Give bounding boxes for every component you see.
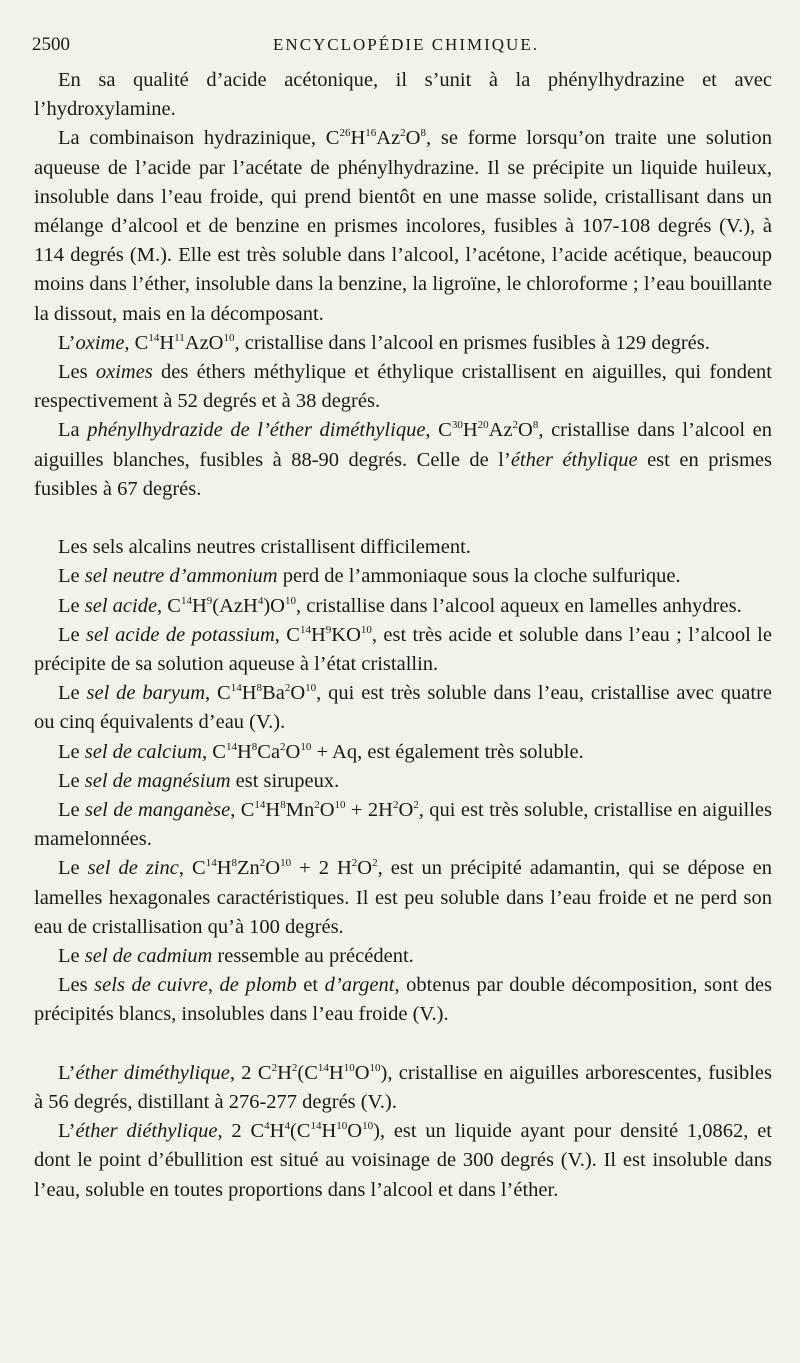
- text-run: et: [296, 974, 325, 997]
- text-run: , C: [202, 740, 226, 763]
- text-run: , se forme lorsqu’on traite une solution aqueuse de l’acide par l’acétate de phénylhydrazine. Il se précipite un liquide huileux, insoluble dans l’eau froide, qui prend bientôt en une masse solide, cristallisant dans un mélange d’alcool et de benzine en prismes incolores, fusibles à 107-108 degrés (V.), à 114 degrés (M.). Elle est très soluble dans l’alcool, l’acétone, l’acide acétique, beaucoup moins dans l’éther, insoluble dans la benzine, la ligroïne, le chloroforme ; l’eau bouillante la dissout, mais en la décomposant.: [34, 127, 772, 325]
- text-run: L’: [58, 331, 76, 354]
- text-run: O: [354, 1061, 370, 1084]
- text-run: est en prismes fusibles à 67 degrés.: [34, 448, 772, 500]
- superscript: 8: [532, 419, 539, 432]
- text-run: H: [269, 1120, 285, 1143]
- italic-term: de plomb: [219, 974, 297, 997]
- text-run: Les: [58, 974, 95, 997]
- page-header: [32, 34, 780, 56]
- text-run: O: [357, 857, 373, 880]
- text-run: H: [216, 857, 232, 880]
- text-run: Le: [58, 857, 88, 880]
- superscript: 2: [400, 127, 406, 140]
- text-run: Zn: [237, 857, 260, 880]
- superscript: 14: [148, 332, 160, 344]
- paragraph: [34, 329, 772, 358]
- text-run: H: [241, 682, 257, 705]
- paragraph: [34, 942, 772, 971]
- text-run: La combinaison hydrazinique, C: [58, 127, 340, 150]
- superscript: 9: [206, 594, 213, 607]
- paragraph: [34, 592, 772, 621]
- text-run: ), cristallise en aiguilles arborescentes, fusibles à 56 degrés, distillant à 276-277 degrés (V.).: [34, 1061, 772, 1114]
- superscript: 30: [451, 419, 463, 432]
- text-run: Le: [58, 740, 85, 763]
- text-run: L’: [58, 1061, 76, 1084]
- superscript: 14: [180, 594, 192, 607]
- italic-term: sel de magnésium: [84, 769, 231, 792]
- text-run: AzO: [184, 331, 224, 354]
- superscript: 2: [351, 857, 358, 870]
- superscript: 10: [362, 1120, 374, 1133]
- italic-term: éther diméthylique: [75, 1061, 230, 1084]
- text-run: Le: [58, 565, 85, 588]
- superscript: 2: [271, 1062, 278, 1075]
- paragraph: [34, 1059, 772, 1117]
- superscript: 2: [314, 799, 320, 812]
- text-run: , C: [274, 623, 300, 646]
- text-run: H: [191, 594, 207, 617]
- text-run: est sirupeux.: [230, 769, 340, 792]
- text-run: O: [319, 799, 335, 822]
- text-run: O: [347, 1120, 363, 1143]
- text-run: En sa qualité d’acide acétonique, il s’unit à la phénylhydrazine et avec l’hydroxylamine.: [34, 69, 772, 121]
- text-run: , qui est très soluble dans l’eau, cristallise avec quatre ou cinq équivalents d’eau (V.).: [34, 682, 772, 734]
- text-run: , C: [230, 799, 255, 822]
- text-run: Mn: [285, 799, 315, 822]
- superscript: 10: [280, 857, 292, 870]
- text-run: H: [321, 1120, 337, 1143]
- text-run: Az: [376, 127, 401, 150]
- text-run: , C: [178, 857, 206, 880]
- superscript: 10: [300, 740, 312, 753]
- superscript: 2: [291, 1062, 298, 1075]
- superscript: 2: [392, 799, 399, 812]
- superscript: 8: [280, 799, 286, 812]
- italic-term: sel acide de potassium: [86, 623, 275, 646]
- text-run: Ca: [257, 740, 281, 763]
- text-run: Les: [58, 361, 96, 384]
- text-run: H: [159, 331, 175, 354]
- text-run: , qui est très soluble, cristallise en aiguilles mamelonnées.: [34, 799, 772, 851]
- text-run: O: [405, 127, 421, 150]
- text-run: (AzH: [212, 594, 258, 617]
- italic-term: sel de cadmium: [84, 945, 213, 968]
- superscript: 10: [223, 332, 235, 344]
- italic-term: sel de manganèse: [85, 799, 231, 822]
- text-run: H: [328, 1061, 344, 1084]
- text-run: perd de l’ammoniaque sous la cloche sulfurique.: [277, 565, 681, 588]
- paragraph: [34, 971, 772, 1029]
- paragraph: [34, 621, 772, 679]
- italic-term: sel acide: [84, 594, 158, 617]
- text-run: H: [310, 623, 326, 646]
- superscript: 11: [174, 332, 185, 344]
- text-run: Le: [58, 682, 87, 705]
- italic-term: sels de cuivre: [94, 974, 208, 997]
- running-title: ENCYCLOPÉDIE CHIMIQUE.: [273, 35, 539, 54]
- text-run: , C: [425, 419, 452, 442]
- superscript: 16: [365, 127, 377, 140]
- italic-term: oxime: [75, 331, 125, 354]
- italic-term: éther éthylique: [510, 448, 638, 471]
- page-number: 2500: [32, 34, 70, 55]
- superscript: 4: [257, 594, 264, 607]
- superscript: 10: [305, 682, 317, 695]
- superscript: 2: [259, 857, 266, 870]
- text-run: Le: [58, 945, 85, 968]
- text-run: O: [290, 682, 306, 705]
- italic-term: sel neutre d’ammonium: [84, 565, 278, 588]
- paragraph: [34, 767, 772, 796]
- text-run: Le: [58, 623, 86, 646]
- text-run: H: [350, 127, 366, 150]
- superscript: 2: [280, 740, 286, 753]
- superscript: 10: [336, 1120, 348, 1133]
- superscript: 14: [254, 799, 266, 812]
- text-run: , cristallise dans l’alcool en prismes fusibles à 129 degrés.: [234, 331, 710, 354]
- text-run: H: [265, 799, 281, 822]
- text-run: Ba: [262, 682, 285, 705]
- superscript: 20: [477, 419, 489, 432]
- superscript: 2: [372, 857, 378, 870]
- superscript: 14: [225, 740, 237, 753]
- paragraph: [34, 66, 772, 124]
- text-run: , 2 C: [217, 1120, 265, 1143]
- text-run: , C: [205, 682, 231, 705]
- text-run: + Aq, est également très soluble.: [311, 740, 584, 763]
- text-run: O: [285, 740, 301, 763]
- italic-term: oximes: [95, 361, 153, 384]
- text-run: H: [462, 419, 478, 442]
- superscript: 14: [230, 682, 242, 695]
- paragraph: [34, 854, 772, 942]
- italic-term: d’argent: [324, 974, 395, 997]
- text-run: O: [265, 857, 281, 880]
- text-run: O: [398, 799, 414, 822]
- paragraph: [34, 358, 772, 416]
- text-run: Az: [488, 419, 513, 442]
- text-run: ,: [207, 974, 220, 997]
- superscript: 26: [339, 127, 351, 140]
- superscript: 4: [264, 1120, 270, 1133]
- superscript: 10: [369, 1062, 381, 1075]
- paragraph: [34, 738, 772, 767]
- italic-term: éther diéthylique: [75, 1120, 218, 1143]
- text-run: ), est un liquide ayant pour densité 1,0862, et dont le point d’ébullition est situé au voisinage de 300 degrés (V.). Il est insoluble dans l’eau, soluble en toutes proportions dans l’alcool et dans l’éther.: [34, 1120, 772, 1201]
- paragraph: [34, 124, 772, 328]
- superscript: 4: [284, 1120, 290, 1133]
- text-run: H: [277, 1061, 292, 1084]
- superscript: 14: [317, 1062, 329, 1075]
- text-run: La: [58, 419, 88, 442]
- text-run: )O: [263, 594, 285, 617]
- paragraph: [34, 796, 772, 854]
- text-run: , 2 C: [229, 1061, 272, 1084]
- superscript: 14: [299, 624, 311, 637]
- superscript: 2: [512, 419, 519, 432]
- text-run: Les sels alcalins neutres cristallisent difficilement.: [58, 536, 471, 559]
- text-run: , cristallise dans l’alcool aqueux en lamelles anhydres.: [295, 594, 742, 617]
- paragraph: [34, 679, 772, 737]
- text-run: , C: [157, 594, 181, 617]
- paragraph: [34, 1117, 772, 1205]
- superscript: 8: [251, 740, 258, 753]
- text-run: , cristallise dans l’alcool en aiguilles blanches, fusibles à 88-90 degrés. Celle de l’: [34, 419, 772, 471]
- text-run: Le: [58, 769, 85, 792]
- text-run: , C: [124, 331, 149, 354]
- text-run: , est un précipité adamantin, qui se dépose en lamelles hexagonales caractéristiques. Il est peu soluble dans l’eau froide et ne perd son eau de cristallisation qu’à 100 degrés.: [34, 857, 772, 938]
- superscript: 8: [256, 682, 263, 695]
- text-run: ressemble au précédent.: [212, 945, 414, 968]
- superscript: 10: [343, 1062, 355, 1075]
- italic-term: phénylhydrazide de l’éther diméthylique: [87, 419, 426, 442]
- text-run: O: [518, 419, 533, 442]
- text-run: (C: [297, 1061, 318, 1084]
- italic-term: sel de baryum: [86, 682, 206, 705]
- superscript: 2: [284, 682, 291, 695]
- superscript: 8: [420, 127, 426, 140]
- text-run: KO: [331, 623, 361, 646]
- superscript: 2: [413, 799, 419, 812]
- paragraph: [34, 416, 772, 504]
- superscript: 14: [310, 1120, 322, 1133]
- superscript: 10: [334, 799, 346, 812]
- text-run: des éthers méthylique et éthylique cristallisent en aiguilles, qui fondent respectivement à 52 degrés et à 38 degrés.: [34, 361, 772, 413]
- superscript: 14: [205, 857, 217, 870]
- text-run: , obtenus par double décomposition, sont des précipités blancs, insolubles dans l’eau froide (V.).: [34, 974, 773, 1026]
- text-run: + 2 H: [291, 857, 352, 880]
- text-run: H: [236, 740, 252, 763]
- superscript: 8: [231, 857, 237, 870]
- text-run: L’: [58, 1120, 76, 1143]
- paragraph: [34, 562, 772, 591]
- text-run: Le: [58, 594, 85, 617]
- body-text: [34, 66, 772, 1205]
- text-run: + 2H: [345, 799, 393, 822]
- paragraph: [34, 533, 772, 562]
- italic-term: sel de zinc: [87, 857, 179, 880]
- text-run: (C: [289, 1120, 311, 1143]
- text-run: , est très acide et soluble dans l’eau ; l’alcool le précipite de sa solution aqueuse à l’état cristallin.: [34, 623, 772, 676]
- text-run: Le: [58, 799, 86, 822]
- superscript: 10: [284, 594, 296, 607]
- superscript: 9: [325, 624, 332, 637]
- italic-term: sel de calcium: [84, 740, 203, 763]
- superscript: 10: [360, 624, 372, 637]
